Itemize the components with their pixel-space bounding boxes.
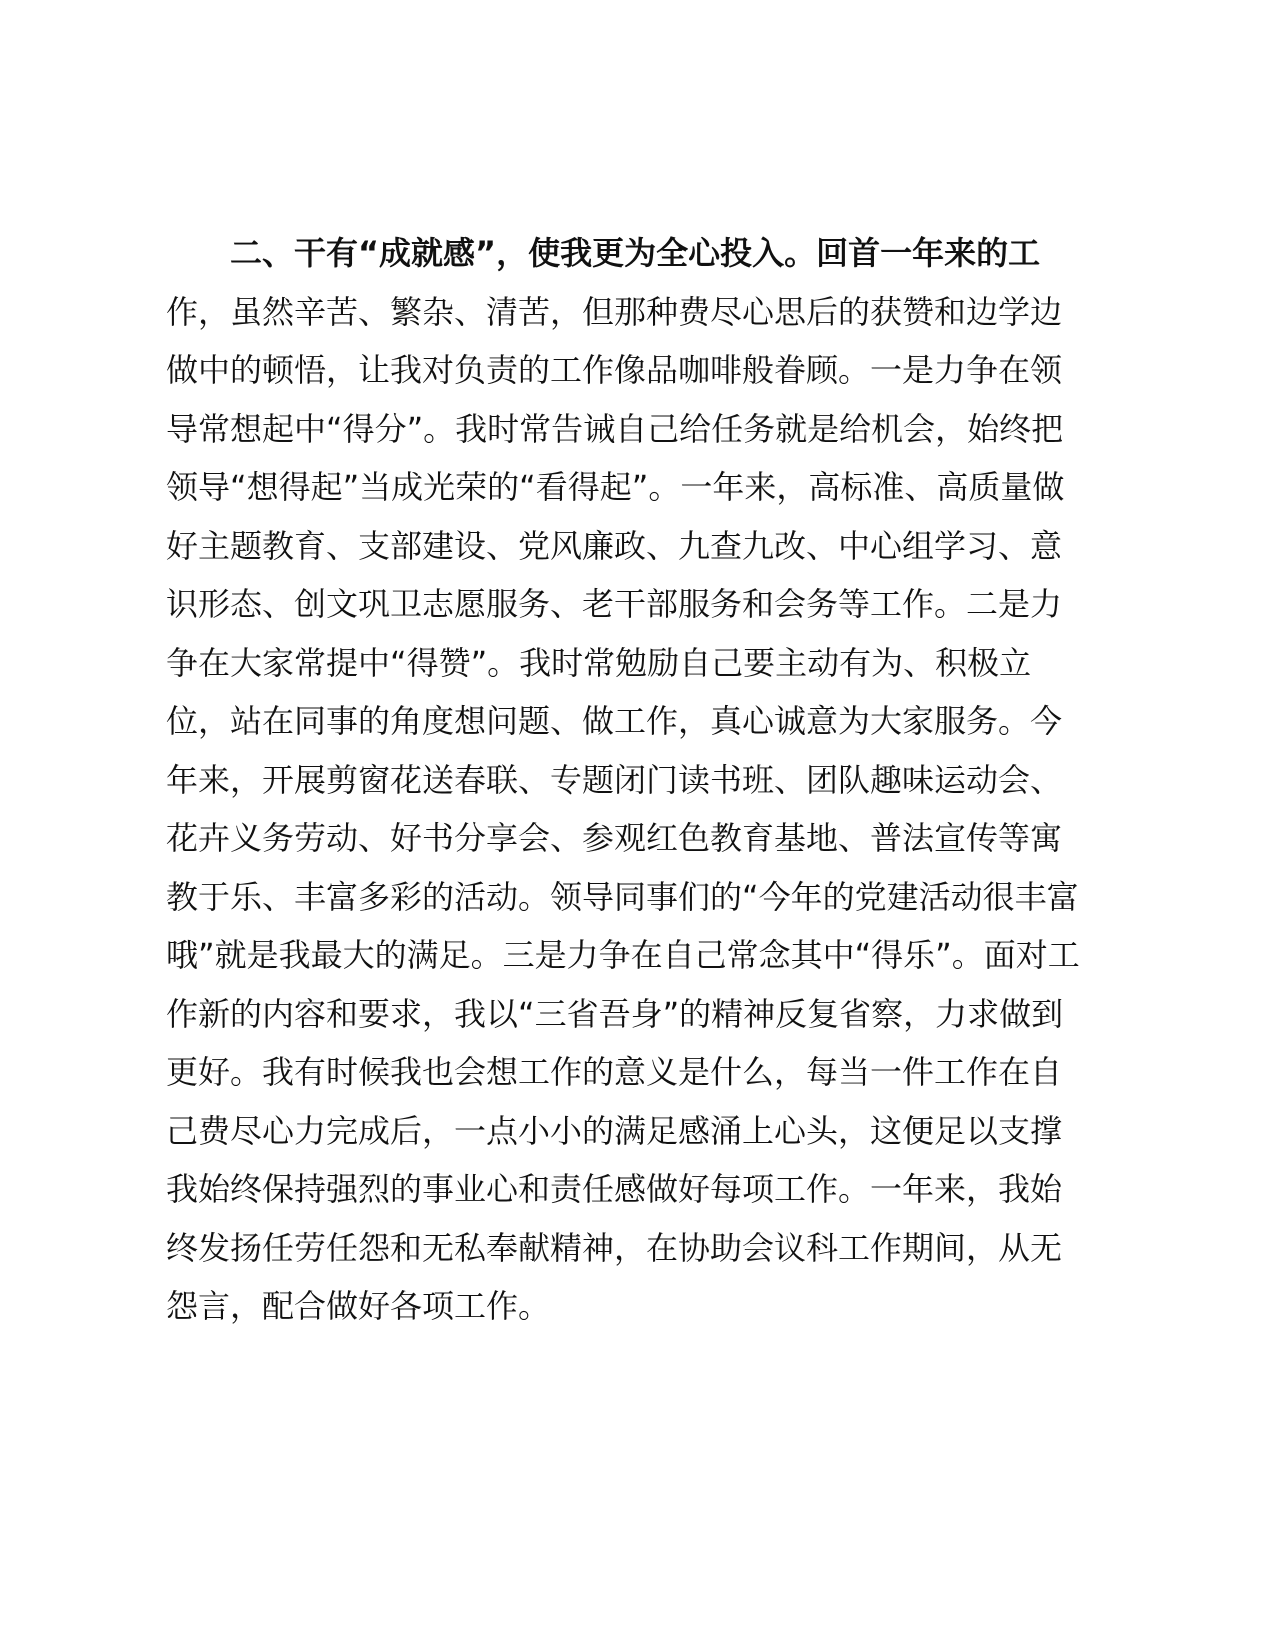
paragraph-line-15: 更好。我有时候我也会想工作的意义是什么，每当一件工作在自	[166, 1053, 1063, 1091]
paragraph-line-11: 花卉义务劳动、好书分享会、参观红色教育基地、普法宣传等寓	[166, 819, 1063, 857]
paragraph-line-14: 作新的内容和要求，我以“三省吾身”的精神反复省察，力求做到	[166, 994, 1064, 1033]
paragraph-line-10: 年来，开展剪窗花送春联、专题闭门读书班、团队趣味运动会、	[166, 760, 1063, 799]
paragraph-line-8: 争在大家常提中“得赞”。我时常勉励自己要主动有为、积极立	[166, 643, 1032, 682]
paragraph-line-3: 做中的顿悟，让我对负责的工作像品咖啡般眷顾。一是力争在领	[166, 351, 1063, 389]
paragraph-line-4: 导常想起中“得分”。我时常告诫自己给任务就是给机会，始终把	[166, 409, 1064, 448]
paragraph-line-9: 位，站在同事的角度想问题、做工作，真心诚意为大家服务。今	[166, 702, 1063, 740]
paragraph-line-7: 识形态、创文巩卫志愿服务、老干部服务和会务等工作。二是力	[166, 585, 1063, 623]
paragraph-line-13: 哦”就是我最大的满足。三是力争在自己常念其中“得乐”。面对工	[166, 936, 1080, 974]
paragraph-line-1	[166, 224, 1126, 283]
paragraph-line-6: 好主题教育、支部建设、党风廉政、九查九改、中心组学习、意	[166, 526, 1063, 565]
paragraph-line-5: 领导“想得起”当成光荣的“看得起”。一年来，高标准、高质量做	[166, 468, 1065, 506]
paragraph-line-12: 教于乐、丰富多彩的活动。领导同事们的“今年的党建活动很丰富	[166, 877, 1079, 916]
paragraph-line-16: 己费尽心力完成后，一点小小的满足感涌上心头，这便足以支撑	[166, 1111, 1063, 1150]
paragraph-line-19: 怨言，配合做好各项工作。	[166, 1287, 551, 1325]
section-heading: 二、干有“成就感”，使我更为全心投入。回首一年来的工	[230, 234, 1041, 272]
paragraph-line-18: 终发扬任劳任怨和无私奉献精神，在协助会议科工作期间，从无	[166, 1228, 1063, 1267]
paragraph-line-17: 我始终保持强烈的事业心和责任感做好每项工作。一年来，我始	[166, 1170, 1063, 1208]
paragraph-line-2: 作，虽然辛苦、繁杂、清苦，但那种费尽心思后的获赞和边学边	[166, 292, 1063, 331]
paragraph	[166, 224, 1126, 1336]
